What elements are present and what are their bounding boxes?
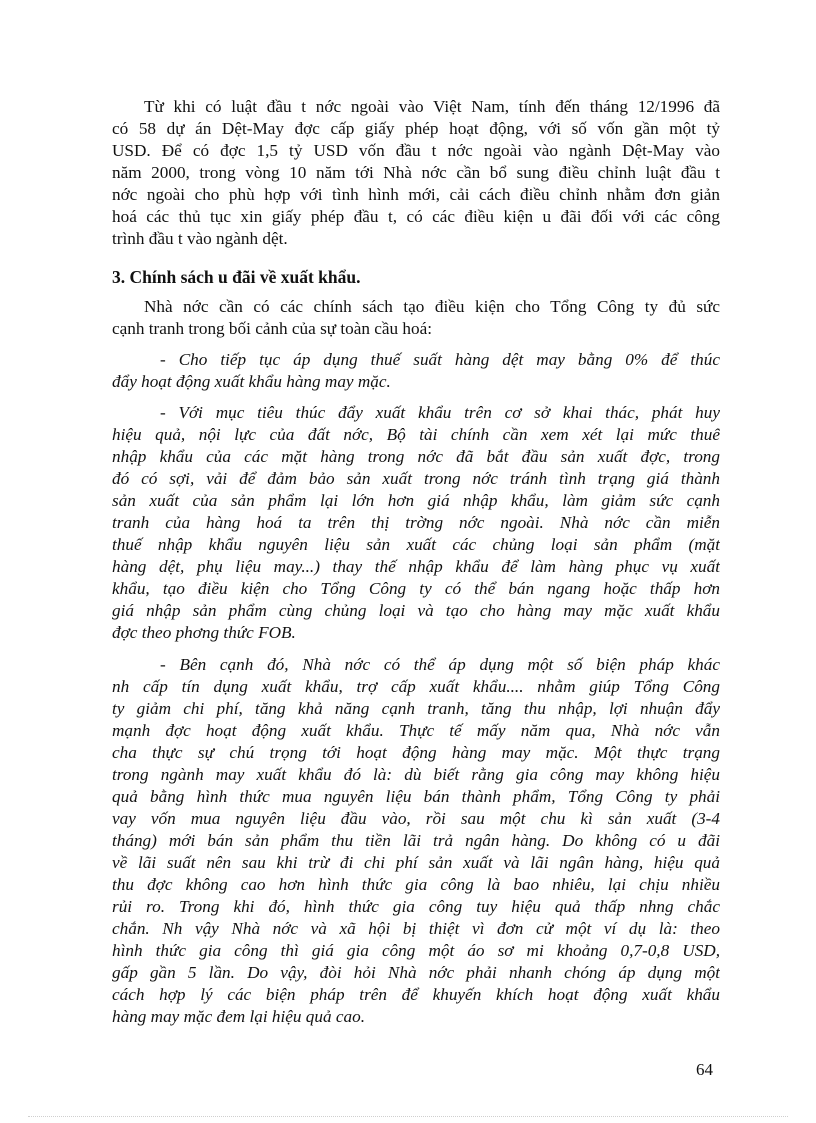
text-line: thu đợc không cao hơn hình thức gia công là bao nhiêu, lại chịu nhiều [112, 875, 720, 894]
text-line: cách hợp lý các biện pháp trên để khuyến khích hoạt động xuất khẩu [112, 985, 720, 1004]
paragraph-export-policy-intro [112, 296, 720, 340]
text-line: đợc theo phơng thức FOB. [112, 623, 296, 642]
text-line: đẩy hoạt động xuất khẩu hàng may mặc. [112, 372, 391, 391]
text-line: hiệu quả, nội lực của đất nớc, Bộ tài chính cần xem xét lại mức thuế [112, 425, 720, 444]
text-line: mạnh đợc hoạt động xuất khẩu. Thực tế mấy năm qua, Nhà nớc vẫn [112, 721, 720, 740]
text-line: tranh của hàng hoá ta trên thị trờng nớc ngoài. Nhà nớc cần miễn [112, 513, 720, 532]
text-line: tháng) mới bán sản phẩm thu tiền lãi trả ngân hàng. Do không có u đãi [112, 831, 720, 850]
section-heading: 3. Chính sách u đãi về xuất khẩu. [112, 267, 361, 287]
text-line: năm 2000, trong vòng 10 năm tới Nhà nớc cần bổ sung điều chỉnh luật đầu t [112, 163, 720, 182]
text-line: USD. Để có đợc 1,5 tỷ USD vốn đầu t nớc ngoài vào ngành Dệt-May vào [112, 141, 720, 160]
text-line: thuế nhập khẩu nguyên liệu sản xuất các chủng loại sản phẩm (mặt [112, 535, 720, 554]
text-line: ty giảm chi phí, tăng khả năng cạnh tranh, tăng thu nhập, lợi nhuận đẩy [112, 699, 720, 718]
text-line: trình đầu t vào ngành dệt. [112, 229, 288, 248]
text-line: về lãi suất nên sau khi trừ đi chi phí sản xuất và lãi ngân hàng, hiệu quả [112, 853, 720, 872]
text-line: nớc ngoài cho phù hợp với tình hình mới, cải cách điều chỉnh nhằm đơn giản [112, 185, 720, 204]
bullet-zero-tax [112, 349, 720, 393]
text-line: cạnh tranh trong bối cảnh của sự toàn cầu hoá: [112, 319, 433, 338]
footer-divider [28, 1116, 788, 1117]
text-line: hình thức gia công thì giá gia công một áo sơ mi khoảng 0,7-0,8 USD, [112, 941, 720, 960]
text-line: - Với mục tiêu thúc đẩy xuất khẩu trên cơ sở khai thác, phát huy [160, 403, 720, 422]
text-line: quả bằng hình thức mua nguyên liệu bán thành phẩm, Tổng Công ty phải [112, 787, 720, 806]
text-line: hàng dệt, phụ liệu may...) thay thế nhập khẩu để làm hàng phục vụ xuất [112, 557, 720, 576]
text-line: Nhà nớc cần có các chính sách tạo điều kiện cho Tổng Công ty đủ sức [144, 297, 720, 316]
text-line: Từ khi có luật đầu t nớc ngoài vào Việt Nam, tính đến tháng 12/1996 đã [144, 97, 720, 116]
text-line: nh cấp tín dụng xuất khẩu, trợ cấp xuất khẩu.... nhằm giúp Tổng Công [112, 677, 720, 696]
text-line: vay vốn mua nguyên liệu đầu vào, rồi sau một chu kì sản xuất (3-4 [112, 809, 720, 828]
paragraph-foreign-investment [112, 96, 720, 250]
text-line: giá nhập sản phẩm cùng chủng loại và tạo cho hàng may mặc xuất khẩu [112, 601, 720, 620]
text-line: - Cho tiếp tục áp dụng thuế suất hàng dệt may bằng 0% để thúc [160, 350, 720, 369]
bullet-credit-measures [112, 654, 720, 1028]
text-line: gấp gần 5 lần. Do vậy, đòi hỏi Nhà nớc phải nhanh chóng áp dụng một [112, 963, 720, 982]
page-number: 64 [696, 1060, 713, 1079]
text-line: sản xuất của sản phẩm lại lớn hơn giá nhập khẩu, làm giảm sức cạnh [112, 491, 720, 510]
text-line: có 58 dự án Dệt-May đợc cấp giấy phép hoạt động, với số vốn gần một tỷ [112, 119, 720, 138]
text-line: chắn. Nh vậy Nhà nớc và xã hội bị thiệt vì đơn cử một ví dụ là: theo [112, 919, 720, 938]
bullet-import-tax-review [112, 402, 720, 644]
text-line: hàng may mặc đem lại hiệu quả cao. [112, 1007, 365, 1026]
text-line: - Bên cạnh đó, Nhà nớc có thể áp dụng một số biện pháp khác [160, 655, 720, 674]
text-line: rủi ro. Trong khi đó, hình thức gia công tuy hiệu quả thấp nhng chắc [112, 897, 720, 916]
text-line: hoá các thủ tục xin giấy phép đầu t, có các điều kiện u đãi đối với các công [112, 207, 720, 226]
text-line: khẩu, tạo điều kiện cho Tổng Công ty có thể bán ngang hoặc thấp hơn [112, 579, 720, 598]
text-line: cha thực sự chú trọng tới hoạt động hàng may mặc. Một thực trạng [112, 743, 720, 762]
text-line: đó có sợi, vải để đảm bảo sản xuất trong nớc tránh tình trạng giá thành [112, 469, 720, 488]
text-line: nhập khẩu của các mặt hàng trong nớc đã bắt đầu sản xuất đợc, trong [112, 447, 720, 466]
text-line: trong ngành may xuất khẩu đó là: dù biết rằng gia công may không hiệu [112, 765, 720, 784]
